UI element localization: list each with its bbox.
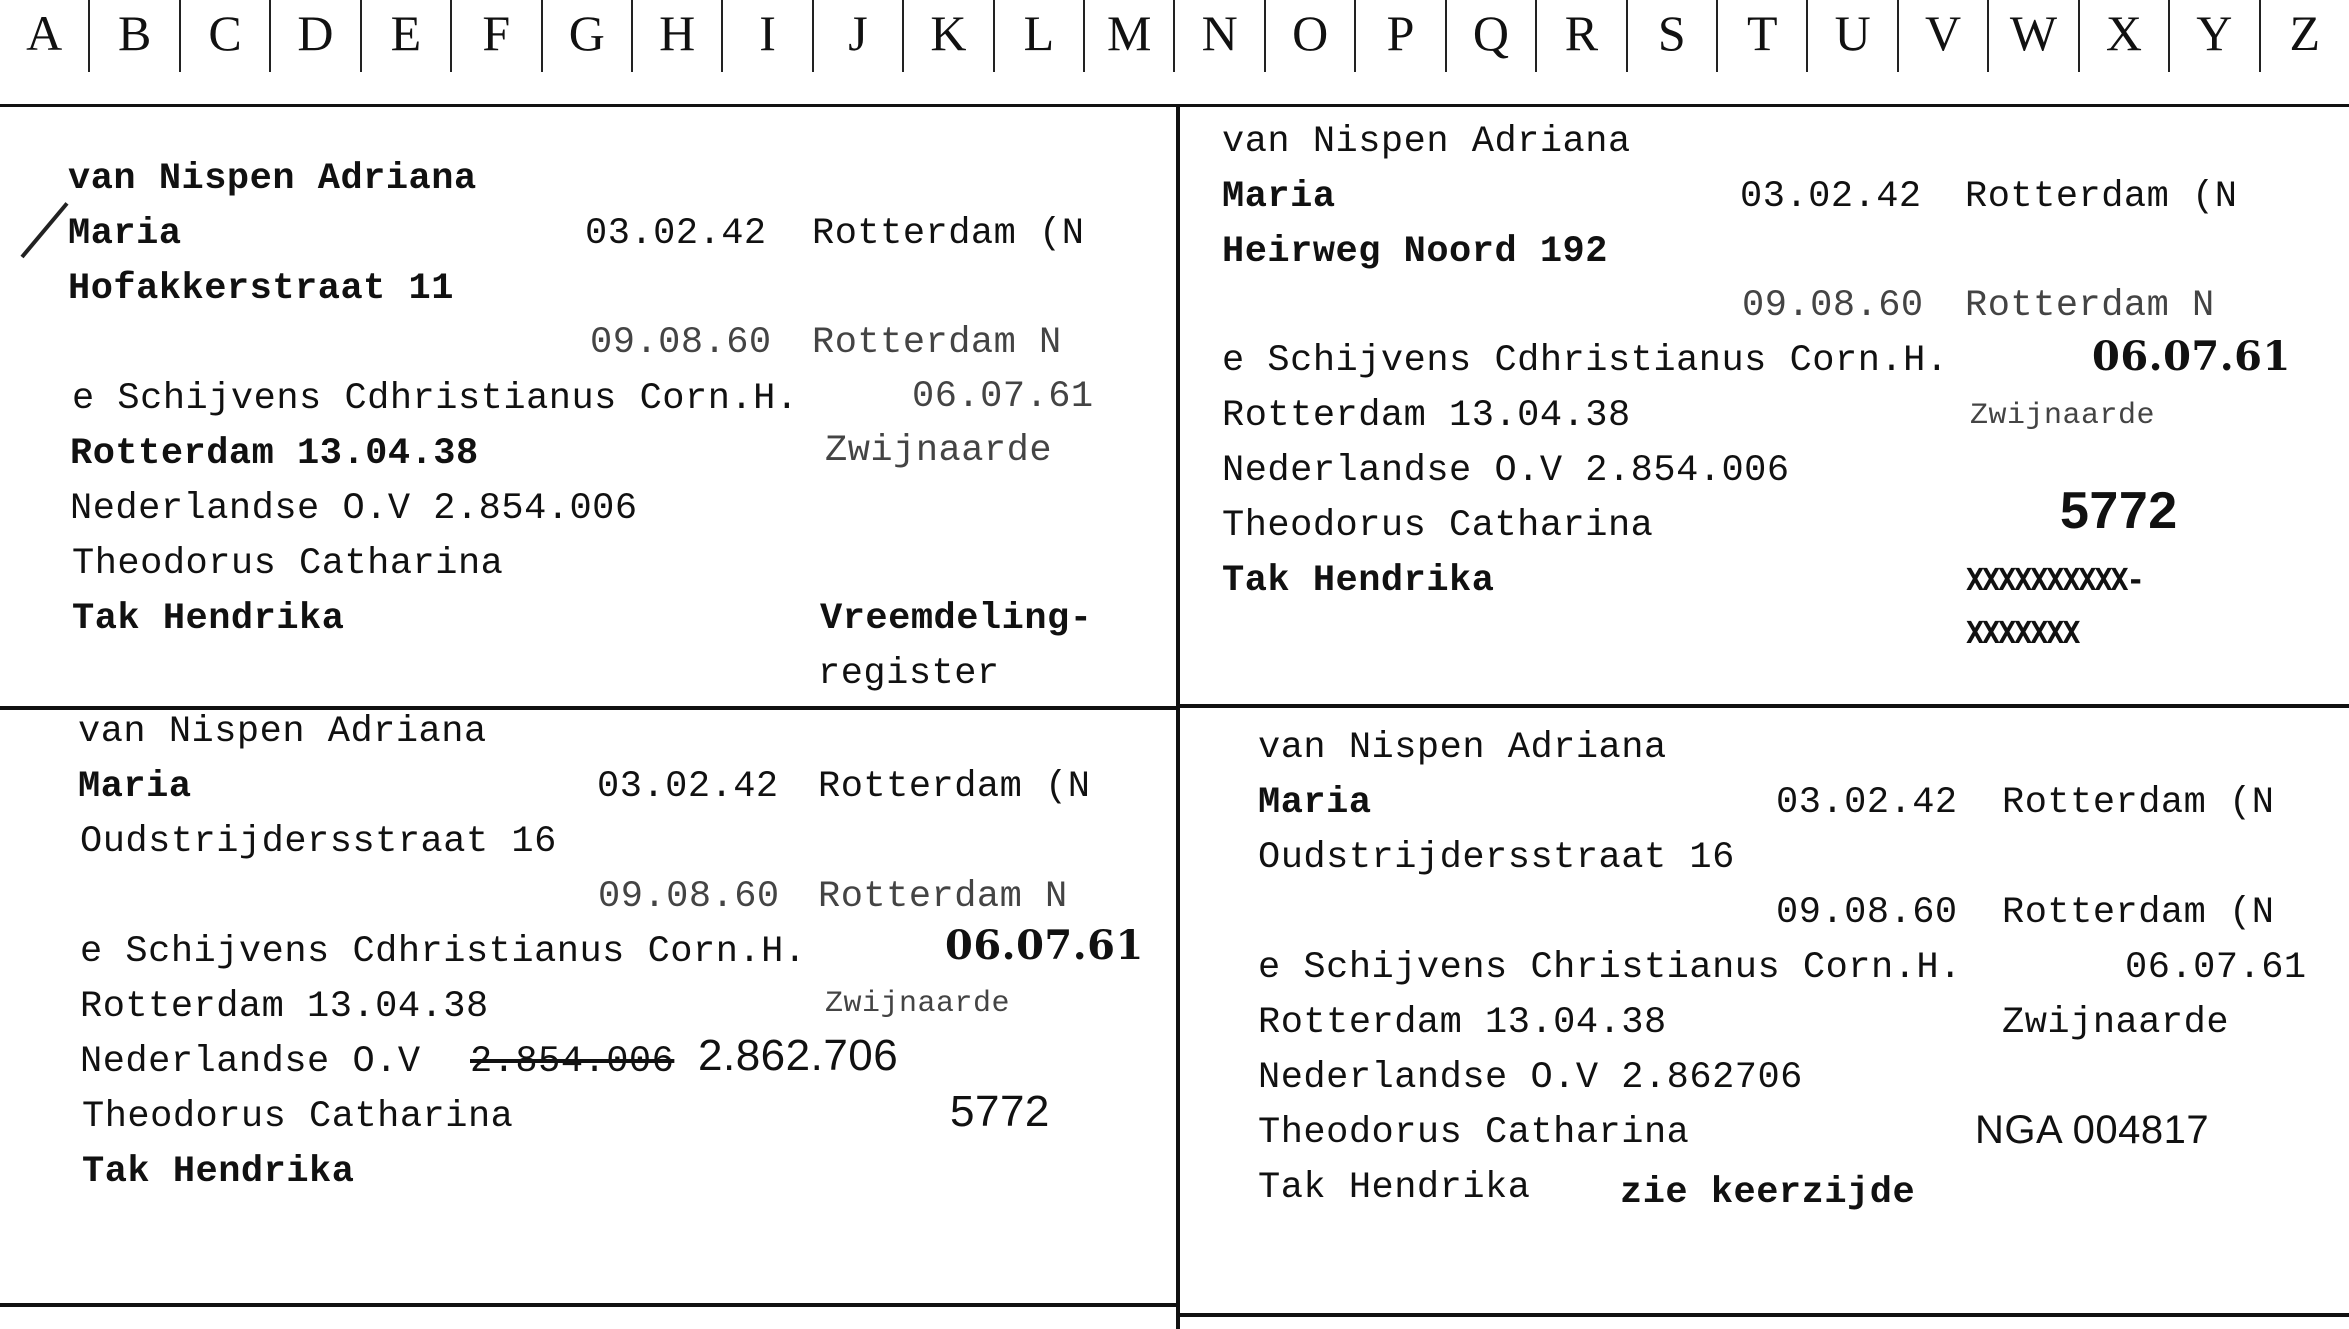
spouse-town: Zwijnaarde — [1970, 399, 2156, 433]
mother-name: Tak Hendrika — [1258, 1167, 1531, 1209]
index-letter[interactable]: E — [362, 0, 452, 72]
registration-place: Rotterdam (N — [2002, 892, 2275, 934]
record-number: 5772 — [950, 1087, 1050, 1136]
bottom-rule-left — [0, 1303, 1178, 1307]
index-letter[interactable]: J — [814, 0, 904, 72]
index-letter[interactable]: B — [90, 0, 180, 72]
spouse-birth: Rotterdam 13.04.38 — [70, 433, 479, 475]
record-number: 5772 — [2060, 482, 2178, 540]
nga-number: NGA 004817 — [1975, 1108, 2210, 1152]
registration-date: 09.08.60 — [590, 322, 772, 364]
index-letter[interactable]: L — [995, 0, 1085, 72]
given-name: Maria — [68, 213, 182, 255]
mother-name: Tak Hendrika — [72, 598, 345, 640]
given-name: Maria — [1222, 176, 1336, 218]
marriage-date: 06.07.61 — [912, 376, 1094, 418]
father-name: Theodorus Catharina — [72, 543, 504, 585]
birth-place: Rotterdam (N — [2002, 782, 2275, 824]
nationality-corrected: 2.862.706 — [698, 1031, 899, 1080]
index-letter[interactable]: N — [1175, 0, 1265, 72]
spouse-town: Zwijnaarde — [825, 430, 1053, 472]
spouse-birth: Rotterdam 13.04.38 — [1222, 395, 1631, 437]
index-letter[interactable]: Z — [2289, 5, 2321, 61]
index-letter[interactable]: C — [181, 0, 271, 72]
bottom-rule-right — [1180, 1313, 2349, 1317]
mother-name: Tak Hendrika — [1222, 560, 1495, 602]
nationality: Nederlandse O.V 2.854.006 — [1222, 450, 1790, 492]
index-letter[interactable]: H — [633, 0, 723, 72]
index-letter[interactable]: Q — [1447, 0, 1537, 72]
birth-date: 03.02.42 — [585, 213, 767, 255]
surname-line: van Nispen Adriana — [1258, 727, 1667, 769]
see-reverse-note: zie keerzijde — [1620, 1172, 1916, 1214]
nationality-prefix: Nederlandse O.V — [80, 1041, 421, 1083]
crossed-out-line-2: XXXXXXX — [1966, 616, 2079, 651]
registration-place: Rotterdam N — [812, 322, 1062, 364]
note-line-1: Vreemdeling- — [820, 598, 1093, 640]
spouse-line: e Schijvens Christianus Corn.H. — [1258, 947, 1962, 989]
marriage-date: 06.07.61 — [2092, 333, 2291, 380]
birth-place: Rotterdam (N — [812, 213, 1085, 255]
spouse-birth: Rotterdam 13.04.38 — [1258, 1002, 1667, 1044]
index-letter[interactable]: I — [723, 0, 813, 72]
index-letter[interactable]: G — [543, 0, 633, 72]
crossed-out-line-1: XXXXXXXXXX- — [1966, 563, 2143, 598]
index-letter[interactable]: P — [1356, 0, 1446, 72]
index-letter[interactable]: F — [452, 0, 542, 72]
alphabet-index-bar — [0, 0, 2349, 72]
birth-date: 03.02.42 — [1740, 176, 1922, 218]
nationality: Nederlandse O.V 2.862706 — [1258, 1057, 1803, 1099]
index-letter[interactable]: U — [1808, 0, 1898, 72]
spouse-line: e Schijvens Cdhristianus Corn.H. — [72, 378, 799, 420]
index-letter[interactable]: V — [1899, 0, 1989, 72]
index-letter[interactable]: W — [1989, 0, 2079, 72]
father-name: Theodorus Catharina — [1222, 505, 1654, 547]
index-letter[interactable]: X — [2080, 0, 2170, 72]
registration-date: 09.08.60 — [1742, 285, 1924, 327]
index-letter[interactable]: K — [904, 0, 994, 72]
record-card-bottom-right — [1180, 708, 2349, 1313]
index-letter[interactable]: Y — [2170, 0, 2260, 72]
spouse-line: e Schijvens Cdhristianus Corn.H. — [1222, 340, 1949, 382]
marriage-date: 06.07.61 — [945, 922, 1144, 969]
record-card-top-right — [1180, 107, 2349, 704]
street-address: Oudstrijdersstraat 16 — [80, 821, 557, 863]
street-address: Hofakkerstraat 11 — [68, 268, 454, 310]
record-card-top-left — [0, 107, 1176, 706]
nationality-struck: 2.854.006 — [470, 1041, 675, 1083]
marriage-date: 06.07.61 — [2125, 947, 2307, 989]
given-name: Maria — [1258, 782, 1372, 824]
spouse-birth: Rotterdam 13.04.38 — [80, 986, 489, 1028]
surname-line: van Nispen Adriana — [1222, 121, 1631, 163]
note-line-2: register — [818, 653, 1000, 695]
birth-place: Rotterdam (N — [1965, 176, 2238, 218]
mother-name: Tak Hendrika — [82, 1151, 355, 1193]
index-letter[interactable]: R — [1537, 0, 1627, 72]
street-address: Heirweg Noord 192 — [1222, 231, 1608, 273]
pen-mark — [20, 202, 68, 258]
birth-date: 03.02.42 — [1776, 782, 1958, 824]
surname-line: van Nispen Adriana — [78, 711, 487, 753]
given-name: Maria — [78, 766, 192, 808]
father-name: Theodorus Catharina — [1258, 1112, 1690, 1154]
spouse-town: Zwijnaarde — [825, 987, 1011, 1021]
spouse-town: Zwijnaarde — [2002, 1002, 2230, 1044]
father-name: Theodorus Catharina — [82, 1096, 514, 1138]
index-letter[interactable]: D — [271, 0, 361, 72]
index-letter[interactable]: A — [0, 0, 90, 72]
birth-place: Rotterdam (N — [818, 766, 1091, 808]
index-letter[interactable]: T — [1718, 0, 1808, 72]
index-letter[interactable]: M — [1085, 0, 1175, 72]
birth-date: 03.02.42 — [597, 766, 779, 808]
spouse-line: e Schijvens Cdhristianus Corn.H. — [80, 931, 807, 973]
registration-place: Rotterdam N — [1965, 285, 2215, 327]
record-card-bottom-left — [0, 710, 1176, 1303]
surname-line: van Nispen Adriana — [68, 158, 477, 200]
registration-date: 09.08.60 — [1776, 892, 1958, 934]
nationality: Nederlandse O.V 2.854.006 — [70, 488, 638, 530]
index-letter[interactable]: S — [1628, 0, 1718, 72]
registration-place: Rotterdam N — [818, 876, 1068, 918]
street-address: Oudstrijdersstraat 16 — [1258, 837, 1735, 879]
registration-date: 09.08.60 — [598, 876, 780, 918]
index-letter[interactable]: O — [1266, 0, 1356, 72]
